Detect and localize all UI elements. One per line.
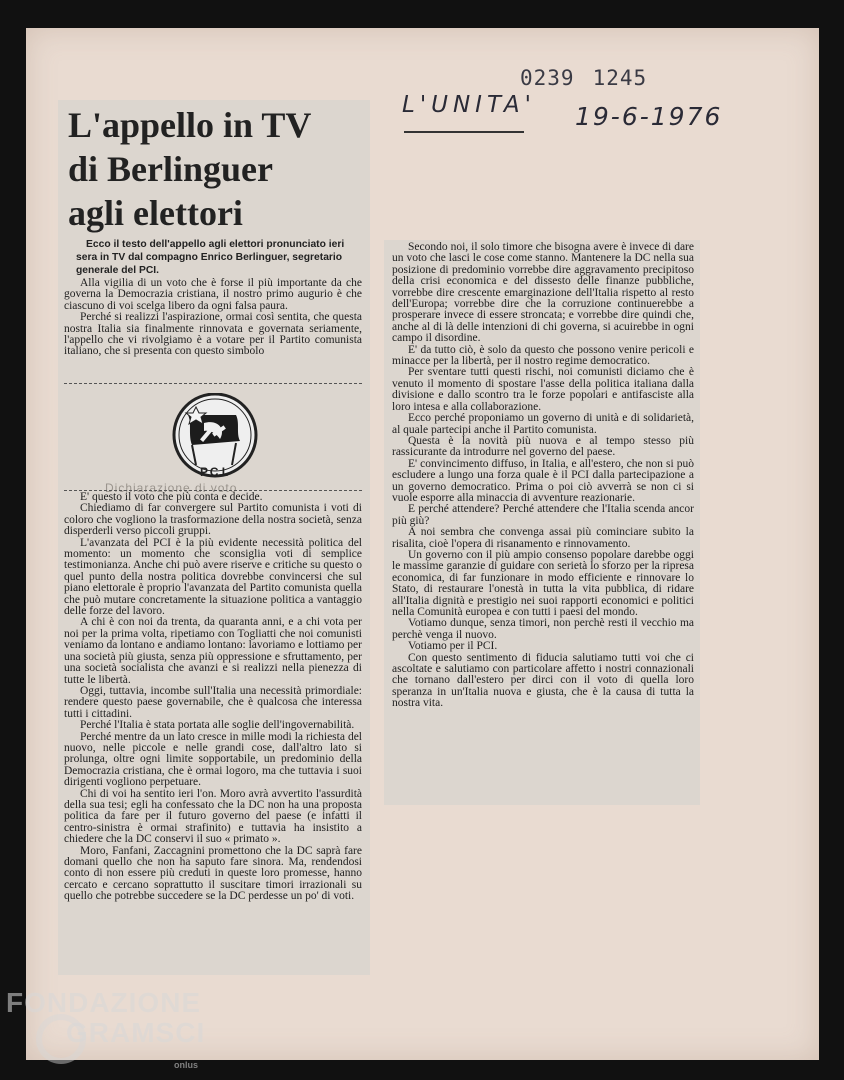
right-paragraph: Votiamo dunque, senza timori, non perchè resti il vecchio ma perchè venga il nuovo. [392,617,694,641]
right-paragraph: Questa è la novità più nuova e al tempo stesso più rassicurante da introdurre nel governo del paese. [392,434,694,459]
article-column-left [64,492,362,903]
right-paragraph: Con questo sentimento di fiducia salutiamo tutti voi che ci ascoltate e salutiamo con particolare affetto i nostri connazionali che tornano dall'estero per dirci con il voto di quella loro speranza in un'Italia nuova e giusta, che è la causa di tutta la nostra vita. [392,651,694,710]
article-headline [68,103,368,235]
left-paragraph: Oggi, tuttavia, incombe sull'Italia una necessità primordiale: rendere questo paese governabile, che è qualcosa che interessa tutti i cittadini. [64,684,362,720]
left-paragraph: Chi di voi ha sentito ieri l'on. Moro avrà avvertito l'assurdità della sua tesi; egli ha confessato che la DC non ha una proposta politica da fare per il futuro governo del paese (e infatti il centro-sinistra è ormai strafinito) e tuttavia ha insistito a chiedere che la DC conservi il suo « primato ». [64,787,362,846]
article-column-right [392,242,694,710]
watermark-line-3: onlus [174,1060,198,1070]
watermark-line-1: FONDAZIONE [6,987,202,1018]
left-paragraph: Perché l'Italia è stata portata alle soglie dell'ingovernabilità. [80,719,355,732]
archive-number [520,66,660,90]
right-paragraph: E perché attendere? Perché attendere che l'Italia scenda ancor più giù? [392,503,694,527]
handwritten-source: L'UNITA' [402,92,536,118]
right-paragraph: Secondo noi, il solo timore che bisogna avere è invece di dare un voto che lasci le cose come stanno. Mantenere la DC nella sua posizione di predominio vorrebbe dire aggravamento precipitoso della crisi economica e del dissesto delle finanze pubbliche, vorrebbe dire crescente emarginazione dell'Italia rispetto al resto dell'Europa; vorrebbe dire che la corruzione continuerebbe a prosperare invece di essere stroncata; e vorrebbe dire quindi che, anche al di là delle intenzioni di chi governa, si acuirebbe in ogni campo il disordine. [392,241,694,345]
right-paragraph: A noi sembra che convenga assai più cominciare subito la risalita, cioè l'opera di risanamento e rinnovamento. [392,526,694,550]
right-paragraph: Ecco perché proponiamo un governo di unità e di solidarietà, al quale partecipi anche il Partito comunista. [392,412,694,436]
intro-paragraph: Alla vigilia di un voto che è forse il più importante da che governa la Democrazia cristiana, il nostro primo augurio è che ciascuno di voi scelga libero da ogni falsa paura. [64,277,362,312]
right-paragraph: Un governo con il più ampio consenso popolare darebbe oggi le massime garanzie di guidare con serietà lo sforzo per la ripresa economica, di far funzionare in modo efficiente e rinnovare lo Stato, di restaurare l'onestà in tutta la vita pubblica, di ridare all'Italia dignità e prestigio nei suoi rapporti economici e politici nella Comunità europea e con tutti i paesi del mondo. [392,548,694,618]
headline-line-1: L'appello in TV [68,105,312,145]
intro-paragraph: Perché si realizzi l'aspirazione, ormai così sentita, che questa nostra Italia sia finalmente rinnovata e governata seriamente, l'appello che vi rivolgiamo è a votare per il Partito comunista italiano, che si presenta con questo simbolo [64,311,362,358]
divider [64,383,362,384]
article-subhead: Ecco il testo dell'appello agli elettori pronunciato ieri sera in TV dal compagno Enrico Berlinguer, segretario generale del PCI. [76,239,345,276]
archive-number-2: 1245 [592,66,648,90]
handwritten-date: 19-6-1976 [575,102,723,131]
emblem-label: P.C.I. [200,465,229,479]
left-paragraph: Perché mentre da un lato cresce in mille modi la richiesta del nuovo, nelle piccole e nelle grandi cose, dall'altro lato si prolunga, oltre ogni limite sopportabile, un predominio della Democrazia cristiana, che è ormai logoro, ma che tuttavia i suoi dirigenti vogliono perpetuare. [64,730,362,789]
archive-number-1: 0239 [520,66,575,90]
right-paragraph: Per sventare tutti questi rischi, noi comunisti diciamo che è venuto il momento di spostare l'asse della politica italiana dalla divisione e dallo scontro tra le forze popolari e antifasciste alla loro intesa e alla collaborazione. [392,366,694,413]
headline-line-2: di Berlinguer [68,149,273,189]
right-paragraph: E' da tutto ciò, è solo da questo che possono venire pericoli e minacce per la libertà, per il nostro regime democratico. [392,343,694,368]
foundation-watermark [6,987,206,1070]
watermark-line-2: GRAMSCI [66,1017,206,1048]
left-paragraph: A chi è con noi da trenta, da quaranta anni, e a chi vota per noi per la prima volta, ripetiamo con Togliatti che noi comunisti veniamo da lontano e andiamo lontano: lavoriamo e lottiamo per una società più giusta, senza più oppressione e sfruttamento, per una società socialista che avanzi e si realizzi nella pienezza di tutte le libertà. [64,616,362,686]
article-intro [64,278,362,358]
left-paragraph: Moro, Fanfani, Zaccagnini promettono che la DC saprà fare domani quello che non ha saputo fare sinora. Ma, rendendosi conto di non essere più creduti in queste loro promesse, hanno cercato e cercano soprattutto il suscitare timori irrazionali su quello che potrebbe succedere se la DC perdesse un po' di voti. [64,844,362,903]
source-underline [404,131,524,133]
left-paragraph: Chiediamo di far convergere sul Partito comunista i voti di coloro che vogliono la trasformazione della nostra società, senza disperderli verso piccoli gruppi. [64,502,362,538]
left-paragraph: L'avanzata del PCI è la più evidente necessità politica del momento: un momento che sconsiglia voti di semplice testimonianza. Anche chi può avere riserve e critiche su questo o quel punto della nostra politica dovrebbe convincersi che sul piano elettorale è proprio l'avanzata del Partito comunista quella che può mutare concretamente la situazione politica a vantaggio delle forze del lavoro. [64,536,362,618]
right-paragraph: E' convincimento diffuso, in Italia, e all'estero, che non si può escludere a lungo una forza quale è il PCI dalla partecipazione a un governo democratico. Prima o poi ciò avverrà se non ci si vuole esporre alla minaccia di avventure reazionarie. [392,457,694,504]
bleed-through-text: Dichiarazione di voto [105,481,238,495]
right-paragraph: Votiamo per il PCI. [408,640,498,653]
headline-line-3: agli elettori [68,193,243,233]
left-paragraph: E' questo il voto che più conta e decide. [80,491,263,503]
